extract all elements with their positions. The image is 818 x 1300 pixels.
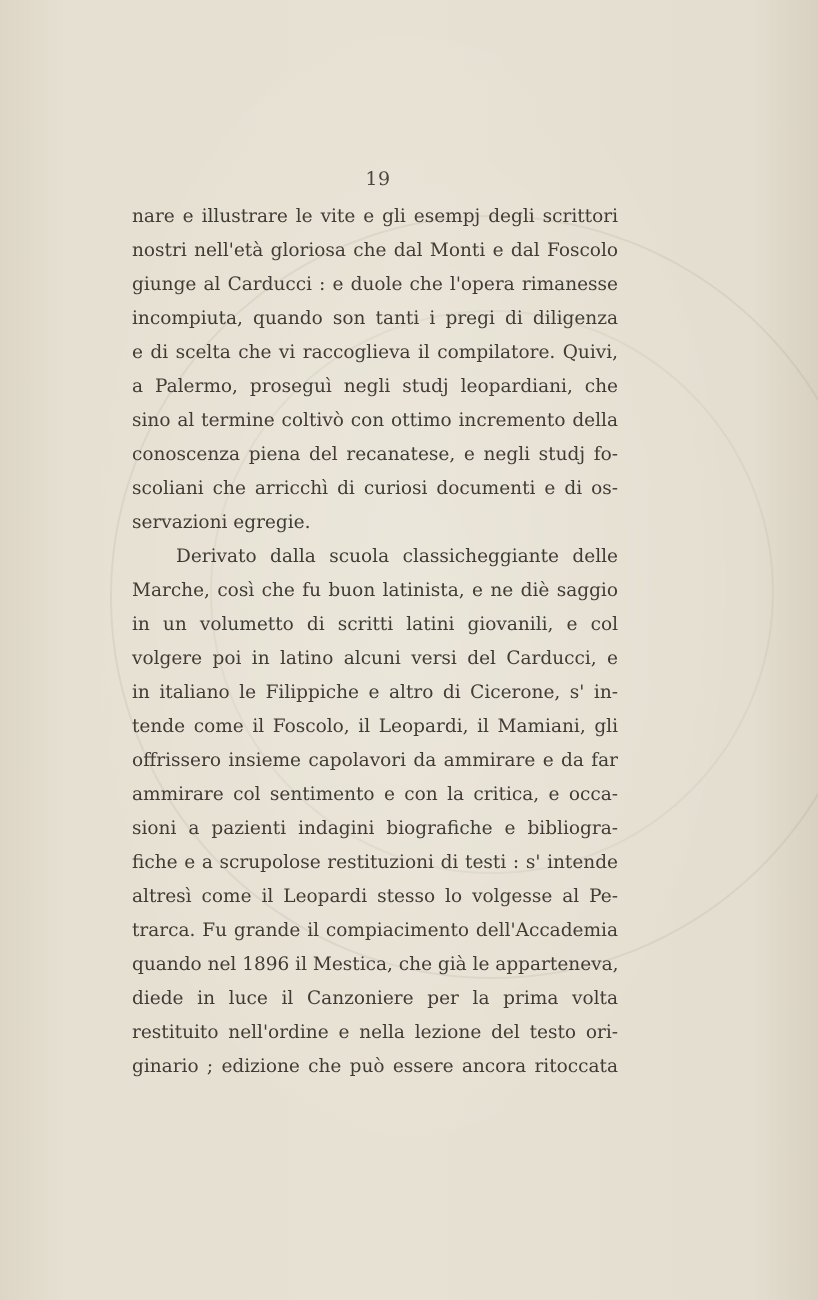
text-line: restituito nell'ordine e nella lezione del testo ori- (132, 1022, 618, 1043)
page-number: 19 (365, 168, 391, 190)
text-line: conoscenza piena del recanatese, e negli studj fo- (132, 444, 618, 465)
text-line: in un volumetto di scritti latini giovanili, e col (132, 614, 618, 635)
text-line: trarca. Fu grande il compiacimento dell'Accademia (132, 920, 618, 941)
text-line: tende come il Foscolo, il Leopardi, il Mamiani, gli (132, 716, 618, 737)
text-line: ammirare col sentimento e con la critica, e occa- (132, 784, 618, 805)
text-line: ginario ; edizione che può essere ancora ritoccata (132, 1056, 618, 1077)
text-line: in italiano le Filippiche e altro di Cicerone, s' in- (132, 682, 618, 703)
text-line: sioni a pazienti indagini biografiche e bibliogra- (132, 818, 618, 839)
text-line: a Palermo, proseguì negli studj leopardiani, che (132, 376, 618, 397)
text-line: Marche, così che fu buon latinista, e ne diè saggio (132, 580, 618, 601)
text-line: volgere poi in latino alcuni versi del Carducci, e (132, 648, 618, 669)
text-line: sino al termine coltivò con ottimo incremento della (132, 410, 618, 431)
text-line: diede in luce il Canzoniere per la prima volta (132, 988, 618, 1009)
text-line: fiche e a scrupolose restituzioni di testi : s' intende (132, 852, 618, 873)
text-line: altresì come il Leopardi stesso lo volgesse al Pe- (132, 886, 618, 907)
text-line: giunge al Carducci : e duole che l'opera rimanesse (132, 274, 618, 295)
text-line: incompiuta, quando son tanti i pregi di diligenza (132, 308, 618, 329)
text-line: Derivato dalla scuola classicheggiante delle (176, 546, 618, 567)
text-line: e di scelta che vi raccoglieva il compilatore. Quivi, (132, 342, 618, 363)
text-line: nostri nell'età gloriosa che dal Monti e dal Foscolo (132, 240, 618, 261)
text-line: scoliani che arricchì di curiosi documenti e di os- (132, 478, 618, 499)
text-line: servazioni egregie. (132, 512, 311, 533)
body-text (132, 200, 618, 1084)
text-line: quando nel 1896 il Mestica, che già le apparteneva, (132, 954, 619, 975)
text-line: offrissero insieme capolavori da ammirare e da far (132, 750, 618, 771)
text-line: nare e illustrare le vite e gli esempj degli scrittori (132, 206, 618, 227)
